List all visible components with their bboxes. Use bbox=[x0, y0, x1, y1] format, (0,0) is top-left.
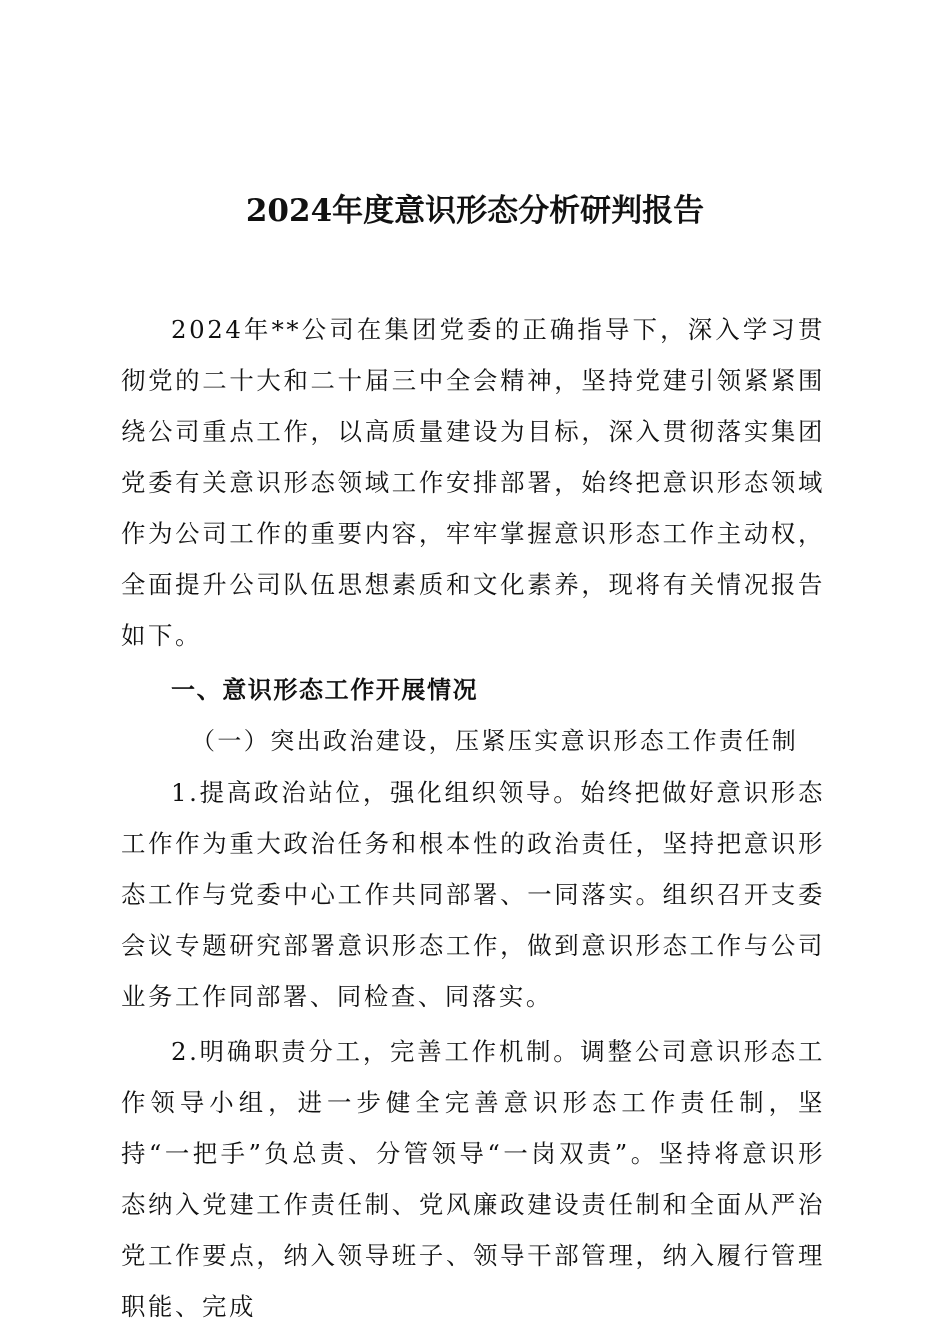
item-2-paragraph: 2.明确职责分工，完善工作机制。调整公司意识形态工作领导小组，进一步健全完善意识形态工作责任制，坚持“一把手”负总责、分管领导“一岗双责”。坚持将意识形态纳入党建工作责任制、党风廉政建设责任制和全面从严治党工作要点，纳入领导班子、领导干部管理，纳入履行管理职能、完成 bbox=[121, 1037, 825, 1321]
document-title: 2024年度意识形态分析研判报告 bbox=[245, 193, 705, 229]
section-heading: 一、意识形态工作开展情况 bbox=[171, 676, 479, 704]
intro-paragraph: 2024年**公司在集团党委的正确指导下，深入学习贯彻党的二十大和二十届三中全会精神，坚持党建引领紧紧围绕公司重点工作，以高质量建设为目标，深入贯彻落实集团党委有关意识形态领域工作安排部署，始终把意识形态领域作为公司工作的重要内容，牢牢掌握意识形态工作主动权，全面提升公司队伍思想素质和文化素养，现将有关情况报告如下。 bbox=[121, 315, 825, 650]
subsection-heading: （一）突出政治建设，压紧压实意识形态工作责任制 bbox=[191, 727, 799, 755]
item-1-paragraph: 1.提高政治站位，强化组织领导。始终把做好意识形态工作作为重大政治任务和根本性的政治责任，坚持把意识形态工作与党委中心工作共同部署、一同落实。组织召开支委会议专题研究部署意识形态工作，做到意识形态工作与公司业务工作同部署、同检查、同落实。 bbox=[121, 778, 825, 1011]
document-body bbox=[121, 304, 825, 1332]
